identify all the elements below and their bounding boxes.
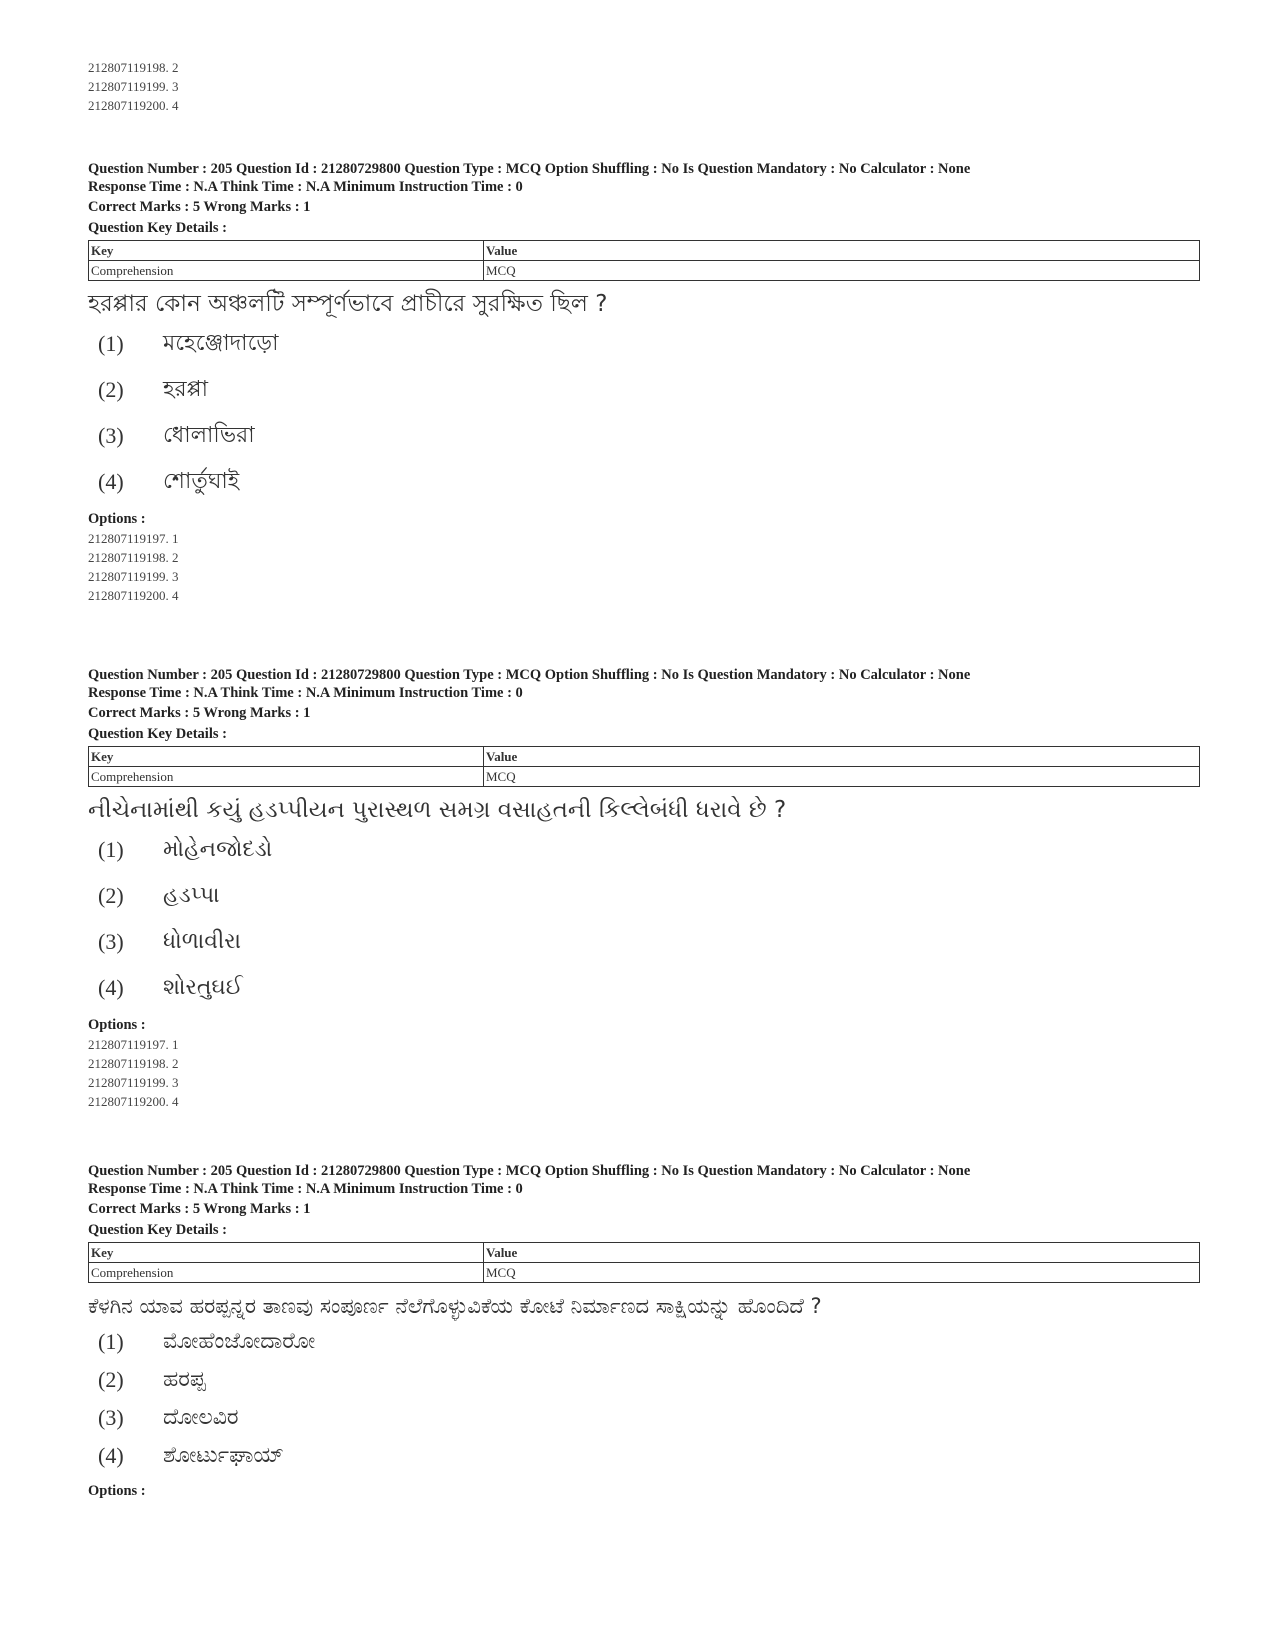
question-block-bengali	[88, 160, 1198, 605]
answer-choice	[88, 413, 1198, 459]
choice-number: (4)	[98, 1443, 124, 1468]
table-header-key: Key	[89, 747, 484, 767]
key-details-label: Question Key Details :	[88, 220, 227, 236]
option-line: 212807119198. 2	[88, 550, 179, 565]
table-cell-value: MCQ	[484, 261, 1200, 281]
key-value-table	[88, 240, 1200, 281]
table-header-row	[89, 1243, 1200, 1263]
options-label: Options :	[88, 511, 146, 527]
choice-text: ধোলাভিরা	[163, 423, 255, 448]
option-line: 212807119200. 4	[88, 1094, 179, 1109]
question-meta-line-2: Response Time : N.A Think Time : N.A Minimum Instruction Time : 0	[88, 1181, 523, 1197]
table-cell-value: MCQ	[484, 767, 1200, 787]
table-cell-value: MCQ	[484, 1263, 1200, 1283]
table-cell-key: Comprehension	[89, 1263, 484, 1283]
answer-choice	[88, 1399, 1198, 1437]
marks-line: Correct Marks : 5 Wrong Marks : 1	[88, 199, 311, 215]
choice-text: শোর্তুঘাই	[163, 469, 240, 494]
key-value-table	[88, 1242, 1200, 1283]
choice-number: (3)	[98, 423, 124, 448]
question-text: નીચેનામાંથી કયું હડપ્પીયન પુરાસ્થળ સમગ્ર વસાહતની કિલ્લેબંધી ધરાવે છે ?	[88, 797, 787, 823]
options-label: Options :	[88, 1483, 146, 1499]
options-label: Options :	[88, 1017, 146, 1033]
top-options-list	[88, 58, 1198, 115]
question-text: ಕೆಳಗಿನ ಯಾವ ಹರಪ್ಪನ್ನರ ತಾಣವು ಸಂಪೂರ್ಣ ನೆಲೆಗೊಳ್ಳುವಿಕೆಯ ಕೋಟೆ ನಿರ್ಮಾಣದ ಸಾಕ್ಷಿಯನ್ನು ಹೊಂದಿದೆ ?	[88, 1294, 822, 1318]
table-header-value: Value	[484, 1243, 1200, 1263]
answer-choice	[88, 459, 1198, 505]
choice-text: ಹರಪ್ಪ	[163, 1367, 206, 1392]
question-meta-line-2: Response Time : N.A Think Time : N.A Minimum Instruction Time : 0	[88, 685, 523, 701]
option-line: 212807119198. 2	[88, 60, 179, 75]
question-block-gujarati	[88, 666, 1198, 1111]
question-meta-line-2: Response Time : N.A Think Time : N.A Minimum Instruction Time : 0	[88, 179, 523, 195]
choice-text: ಮೋಹೆಂಜೋದಾರೋ	[163, 1329, 316, 1354]
option-line: 212807119200. 4	[88, 98, 179, 113]
marks-line: Correct Marks : 5 Wrong Marks : 1	[88, 705, 311, 721]
key-details-label: Question Key Details :	[88, 1222, 227, 1238]
choice-text: ದೋಲವಿರ	[163, 1405, 239, 1430]
table-header-key: Key	[89, 1243, 484, 1263]
choice-number: (2)	[98, 1367, 124, 1392]
option-line: 212807119198. 2	[88, 1056, 179, 1071]
choice-number: (4)	[98, 975, 124, 1000]
table-header-value: Value	[484, 241, 1200, 261]
choice-text: ಶೋರ್ಟುಘಾಯ್	[163, 1443, 285, 1468]
choice-text: મોહેનજોદડો	[163, 837, 273, 862]
option-line: 212807119200. 4	[88, 588, 179, 603]
choice-text: হরপ্পা	[163, 377, 208, 402]
marks-line: Correct Marks : 5 Wrong Marks : 1	[88, 1201, 311, 1217]
question-meta-line-1: Question Number : 205 Question Id : 21280729800 Question Type : MCQ Option Shuffling : No Is Question Mandatory : No Calculator : None	[88, 161, 971, 177]
table-header-value: Value	[484, 747, 1200, 767]
question-meta-line-1: Question Number : 205 Question Id : 21280729800 Question Type : MCQ Option Shuffling : No Is Question Mandatory : No Calculator : None	[88, 1163, 971, 1179]
answer-choice	[88, 827, 1198, 873]
choice-number: (1)	[98, 331, 124, 356]
answer-choice	[88, 919, 1198, 965]
question-meta-line-1: Question Number : 205 Question Id : 21280729800 Question Type : MCQ Option Shuffling : No Is Question Mandatory : No Calculator : None	[88, 667, 971, 683]
option-line: 212807119197. 1	[88, 531, 179, 546]
choice-number: (3)	[98, 1405, 124, 1430]
choice-number: (3)	[98, 929, 124, 954]
choice-text: હડપ્પા	[163, 883, 220, 908]
option-line: 212807119199. 3	[88, 569, 179, 584]
table-row	[89, 767, 1200, 787]
choice-text: ધોળાવીરા	[163, 929, 242, 954]
table-row	[89, 261, 1200, 281]
table-cell-key: Comprehension	[89, 261, 484, 281]
question-block-kannada	[88, 1162, 1198, 1501]
table-header-row	[89, 747, 1200, 767]
answer-choice	[88, 965, 1198, 1011]
table-cell-key: Comprehension	[89, 767, 484, 787]
answer-choice	[88, 873, 1198, 919]
choice-number: (1)	[98, 1329, 124, 1354]
choice-text: মহেঞ্জোদাড়ো	[163, 331, 279, 356]
option-line: 212807119199. 3	[88, 79, 179, 94]
answer-choice	[88, 1323, 1198, 1361]
key-value-table	[88, 746, 1200, 787]
choice-number: (2)	[98, 377, 124, 402]
answer-choice	[88, 367, 1198, 413]
answer-choice	[88, 1437, 1198, 1475]
table-row	[89, 1263, 1200, 1283]
choice-number: (1)	[98, 837, 124, 862]
key-details-label: Question Key Details :	[88, 726, 227, 742]
choice-number: (2)	[98, 883, 124, 908]
option-line: 212807119197. 1	[88, 1037, 179, 1052]
table-header-row	[89, 241, 1200, 261]
answer-choice	[88, 321, 1198, 367]
question-text: হরপ্পার কোন অঞ্চলটি সম্পূর্ণভাবে প্রাচীরে সুরক্ষিত ছিল ?	[88, 291, 608, 317]
table-header-key: Key	[89, 241, 484, 261]
choice-number: (4)	[98, 469, 124, 494]
answer-choice	[88, 1361, 1198, 1399]
choice-text: શોરતુઘઈ	[163, 975, 243, 1000]
option-line: 212807119199. 3	[88, 1075, 179, 1090]
